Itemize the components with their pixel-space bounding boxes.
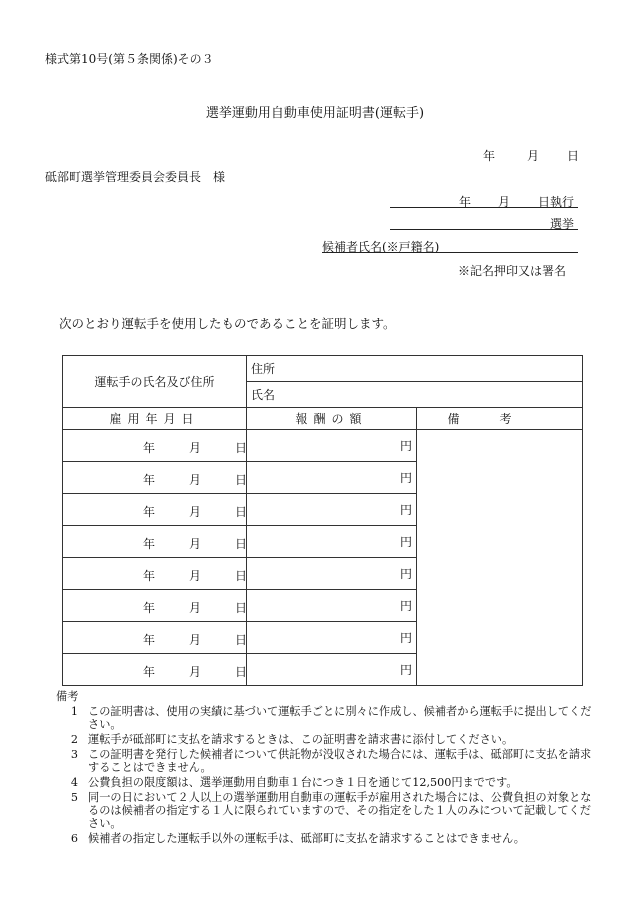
date-cell — [63, 526, 247, 558]
header-row — [63, 408, 583, 430]
date-month: 月 — [527, 149, 540, 163]
amount-cell: 円 — [247, 558, 417, 590]
col-amount-header: 報酬の額 — [247, 408, 417, 430]
row-year: 年 — [143, 537, 156, 551]
driver-address-row — [63, 356, 583, 382]
election-label: 選挙 — [550, 217, 575, 231]
page-title: 選挙運動用自動車使用証明書(運転手) — [205, 106, 425, 121]
row-day: 日 — [235, 569, 248, 583]
notes-section — [56, 690, 596, 845]
date-cell — [63, 462, 247, 494]
row-year: 年 — [143, 665, 156, 679]
election-year: 年 — [459, 195, 472, 209]
remarks-cell — [417, 430, 583, 686]
table-row — [63, 430, 583, 462]
date-cell — [63, 558, 247, 590]
note-item — [56, 776, 596, 789]
date-year: 年 — [483, 149, 496, 163]
row-day: 日 — [235, 441, 248, 455]
row-month: 月 — [189, 537, 202, 551]
election-date-underline — [390, 207, 578, 208]
note-number: 4 — [70, 776, 78, 789]
amount-cell: 円 — [247, 622, 417, 654]
amount-cell: 円 — [247, 494, 417, 526]
name-label: 氏名 — [247, 382, 583, 408]
note-number: 2 — [70, 733, 78, 746]
row-month: 月 — [189, 473, 202, 487]
row-year: 年 — [143, 473, 156, 487]
row-month: 月 — [189, 441, 202, 455]
note-number: 3 — [70, 748, 78, 761]
row-month: 月 — [189, 505, 202, 519]
row-year: 年 — [143, 505, 156, 519]
note-item — [56, 705, 596, 731]
note-text: この証明書を発行した候補者について供託物が没収された場合には、運転手は、砥部町に支払を請求することはできません。 — [88, 748, 592, 774]
col-remarks-header: 備考 — [417, 408, 583, 430]
row-month: 月 — [189, 569, 202, 583]
row-year: 年 — [143, 441, 156, 455]
amount-cell: 円 — [247, 430, 417, 462]
seal-note: ※記名押印又は署名 — [458, 264, 567, 278]
form-number: 様式第10号(第５条関係)その３ — [45, 52, 214, 66]
notes-title: 備考 — [56, 690, 79, 703]
note-item — [56, 832, 596, 845]
row-year: 年 — [143, 601, 156, 615]
amount-cell: 円 — [247, 654, 417, 686]
candidate-name-label: 候補者氏名(※戸籍名) — [322, 240, 440, 254]
note-item — [56, 733, 596, 746]
note-text: 運転手が砥部町に支払を請求するときは、この証明書を請求書に添付してください。 — [88, 733, 514, 746]
row-month: 月 — [189, 633, 202, 647]
row-month: 月 — [189, 601, 202, 615]
note-text: 公費負担の限度額は、選挙運動用自動車１台につき１日を通じて12,500円までです。 — [88, 776, 518, 789]
row-month: 月 — [189, 665, 202, 679]
row-year: 年 — [143, 633, 156, 647]
row-day: 日 — [235, 601, 248, 615]
date-cell — [63, 430, 247, 462]
addressee: 砥部町選挙管理委員会委員長 様 — [45, 170, 226, 184]
date-cell — [63, 622, 247, 654]
election-name-underline — [390, 229, 578, 230]
amount-cell: 円 — [247, 526, 417, 558]
note-number: 6 — [70, 832, 78, 845]
election-month: 月 — [498, 195, 511, 209]
amount-cell: 円 — [247, 590, 417, 622]
row-day: 日 — [235, 505, 248, 519]
row-day: 日 — [235, 473, 248, 487]
note-number: 1 — [70, 705, 78, 718]
amount-cell: 円 — [247, 462, 417, 494]
candidate-name-underline — [322, 252, 578, 253]
address-label: 住所 — [247, 356, 583, 382]
note-text: 同一の日において２人以上の選挙運動用自動車の運転手が雇用された場合には、公費負担の対象となるのは候補者の指定する１人に限られていますので、その指定をした１人のみについて記載してください。 — [88, 791, 592, 830]
row-day: 日 — [235, 633, 248, 647]
driver-table — [62, 355, 583, 686]
col-date-header: 雇用年月日 — [63, 408, 247, 430]
note-text: この証明書は、使用の実績に基づいて運転手ごとに別々に作成し、候補者から運転手に提出してください。 — [88, 705, 592, 731]
note-item — [56, 748, 596, 774]
note-number: 5 — [70, 791, 78, 804]
statement: 次のとおり運転手を使用したものであることを証明します。 — [59, 316, 396, 331]
note-text: 候補者の指定した運転手以外の運転手は、砥部町に支払を請求することはできません。 — [88, 832, 525, 845]
row-day: 日 — [235, 537, 248, 551]
driver-label: 運転手の氏名及び住所 — [63, 356, 247, 408]
note-item — [56, 791, 596, 830]
election-day-exec: 日執行 — [538, 195, 575, 209]
date-cell — [63, 494, 247, 526]
date-cell — [63, 590, 247, 622]
date-cell — [63, 654, 247, 686]
date-day: 日 — [567, 149, 580, 163]
row-year: 年 — [143, 569, 156, 583]
row-day: 日 — [235, 665, 248, 679]
